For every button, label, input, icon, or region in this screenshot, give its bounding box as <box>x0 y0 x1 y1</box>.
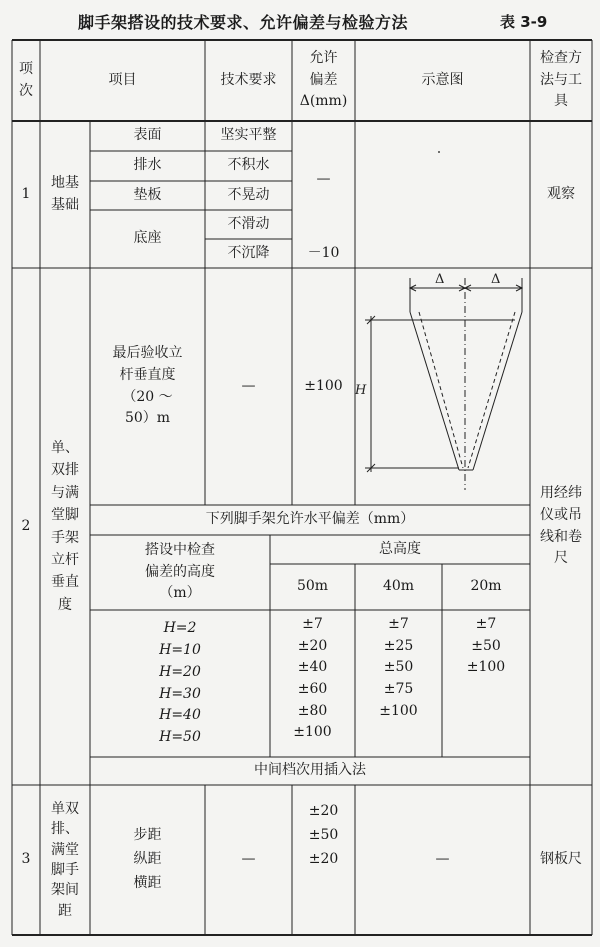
row1-tech-3: 不晃动 <box>227 186 270 203</box>
header-item: 项目 <box>108 71 137 88</box>
row3-diagram: — <box>435 851 450 868</box>
row1-tech-1: 坚实平整 <box>220 127 277 144</box>
row1-tol-dash: — <box>316 171 331 188</box>
row1-sub-base: 底座 <box>133 230 162 247</box>
row1-tol-settle: －10 <box>307 244 340 261</box>
header-tolerance: 允许 偏差 Δ(mm) <box>299 49 348 110</box>
row2-item: 最后验收立 杆垂直度 （20 ～ 50）m <box>112 345 183 427</box>
table-number: 表 3-9 <box>500 13 548 31</box>
row1-tech-5: 不沉降 <box>227 244 270 261</box>
table-title: 脚手架搭设的技术要求、允许偏差与检验方法 <box>78 13 409 32</box>
subtable-col-20m: ±7 ±50 ±100 <box>466 616 506 676</box>
diagram-h-label: H <box>355 383 367 398</box>
verticality-diagram <box>355 268 530 504</box>
row1-seq: 1 <box>21 185 31 202</box>
row1-tech-2: 不积水 <box>227 157 270 174</box>
subtable-col-50m: ±7 ±20 ±40 ±60 ±80 ±100 <box>293 616 332 741</box>
diagram-poles <box>410 312 522 470</box>
diagram-height-dimension <box>365 316 515 472</box>
subtable-head-50m: 50m <box>296 578 329 595</box>
row3-method: 钢板尺 <box>540 851 582 868</box>
row3-item: 步距 纵距 横距 <box>133 827 162 891</box>
subtable-head-20m: 20m <box>470 578 502 595</box>
header-seq: 项 次 <box>19 60 33 99</box>
row1-sub-surface: 表面 <box>133 127 162 144</box>
diagram-dimension-lines <box>410 278 522 490</box>
row1-sub-drainage: 排水 <box>133 157 162 174</box>
row2-method: 用经纬 仪或吊 线和卷 尺 <box>540 485 582 567</box>
header-tech: 技术要求 <box>220 71 277 88</box>
row1-group: 地基 基础 <box>51 174 79 213</box>
header-diagram: 示意图 <box>421 71 464 88</box>
row2-tech: — <box>241 377 256 394</box>
subtable-title: 下列脚手架允许水平偏差（mm） <box>205 511 415 528</box>
row1-sub-pad: 垫板 <box>133 186 162 203</box>
row2-group: 单、 双排 与满 堂脚 手架 立杆 垂直 度 <box>51 439 79 613</box>
row2-seq: 2 <box>21 517 31 534</box>
diagram-delta-left: Δ <box>435 272 445 287</box>
row3-group: 单双 排、 满堂 脚手 架间 距 <box>51 801 79 919</box>
stray-dot <box>438 151 440 153</box>
subtable-footer: 中间档次用插入法 <box>254 762 366 779</box>
row1-method: 观察 <box>547 185 575 202</box>
row2-tol: ±100 <box>304 377 343 394</box>
subtable-head-40m: 40m <box>382 578 415 595</box>
row1-tech-4: 不滑动 <box>227 215 270 232</box>
subtable-h-values: H=2 H=10 H=20 H=30 H=40 H=50 <box>159 620 201 745</box>
header-method: 检查方 法与工 具 <box>540 49 582 110</box>
row3-seq: 3 <box>21 851 31 868</box>
diagram-delta-right: Δ <box>491 272 501 287</box>
row3-tol: ±20 ±50 ±20 <box>308 803 339 867</box>
subtable-col-head: 搭设中检查 偏差的高度 （m） <box>145 541 215 602</box>
subtable-total-height: 总高度 <box>379 540 421 557</box>
row3-tech: — <box>241 851 256 868</box>
subtable-col-40m: ±7 ±25 ±50 ±75 ±100 <box>379 616 418 719</box>
